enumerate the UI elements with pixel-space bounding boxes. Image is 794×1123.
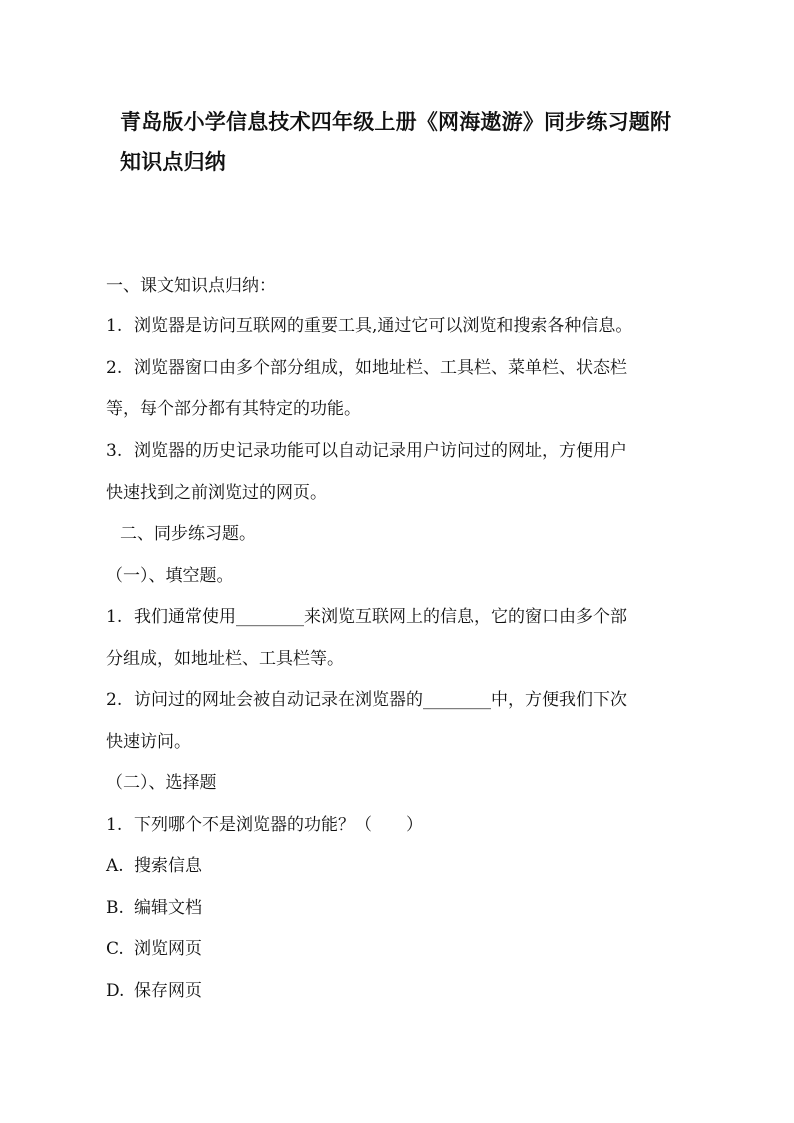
- knowledge-item-3-continuation: 快速找到之前浏览过的网页。: [106, 483, 327, 503]
- knowledge-item-3: [106, 439, 627, 463]
- item-number: 3.: [106, 441, 123, 461]
- item-text: 下列哪个不是浏览器的功能？（ ）: [134, 815, 423, 835]
- item-number: 2.: [106, 690, 123, 710]
- item-text: 访问过的网址会被自动记录在浏览器的________中，方便我们下次: [134, 690, 627, 710]
- section-heading-exercises: 二、同步练习题。: [120, 524, 256, 544]
- choice-question-1: [106, 813, 423, 837]
- fill-blank-question-1: [106, 605, 627, 629]
- choice-option-a: [106, 854, 202, 878]
- fill-blank-question-1-continuation: 分组成，如地址栏、工具栏等。: [106, 649, 344, 669]
- option-letter: B.: [106, 898, 124, 918]
- option-text: 编辑文档: [134, 898, 202, 918]
- option-letter: C.: [106, 939, 124, 959]
- item-text: 浏览器窗口由多个部分组成，如地址栏、工具栏、菜单栏、状态栏: [134, 358, 627, 378]
- document-title-line-1: 青岛版小学信息技术四年级上册《网海遨游》同步练习题附: [120, 110, 672, 134]
- item-number: 2.: [106, 358, 123, 378]
- choice-option-d: [106, 979, 202, 1003]
- option-letter: D.: [106, 981, 125, 1001]
- item-text: 浏览器是访问互联网的重要工具,通过它可以浏览和搜索各种信息。: [134, 316, 633, 336]
- knowledge-item-2: [106, 356, 627, 380]
- option-text: 保存网页: [134, 981, 202, 1001]
- option-letter: A.: [106, 856, 124, 876]
- fill-blank-heading: （一）、填空题。: [106, 566, 234, 586]
- knowledge-item-1: [106, 314, 632, 338]
- item-number: 1.: [106, 815, 123, 835]
- choice-heading: （二）、选择题: [106, 773, 217, 793]
- item-text: 浏览器的历史记录功能可以自动记录用户访问过的网址，方便用户: [134, 441, 627, 461]
- fill-blank-question-2-continuation: 快速访问。: [106, 732, 191, 752]
- fill-blank-question-2: [106, 688, 627, 712]
- choice-option-c: [106, 937, 202, 961]
- knowledge-item-2-continuation: 等，每个部分都有其特定的功能。: [106, 399, 361, 419]
- item-text: 我们通常使用________来浏览互联网上的信息，它的窗口由多个部: [134, 607, 627, 627]
- section-heading-knowledge: 一、课文知识点归纳：: [106, 276, 276, 296]
- document-title-line-2: 知识点归纳: [120, 150, 226, 174]
- choice-option-b: [106, 896, 202, 920]
- option-text: 浏览网页: [134, 939, 202, 959]
- option-text: 搜索信息: [134, 856, 202, 876]
- item-number: 1.: [106, 607, 123, 627]
- item-number: 1.: [106, 316, 123, 336]
